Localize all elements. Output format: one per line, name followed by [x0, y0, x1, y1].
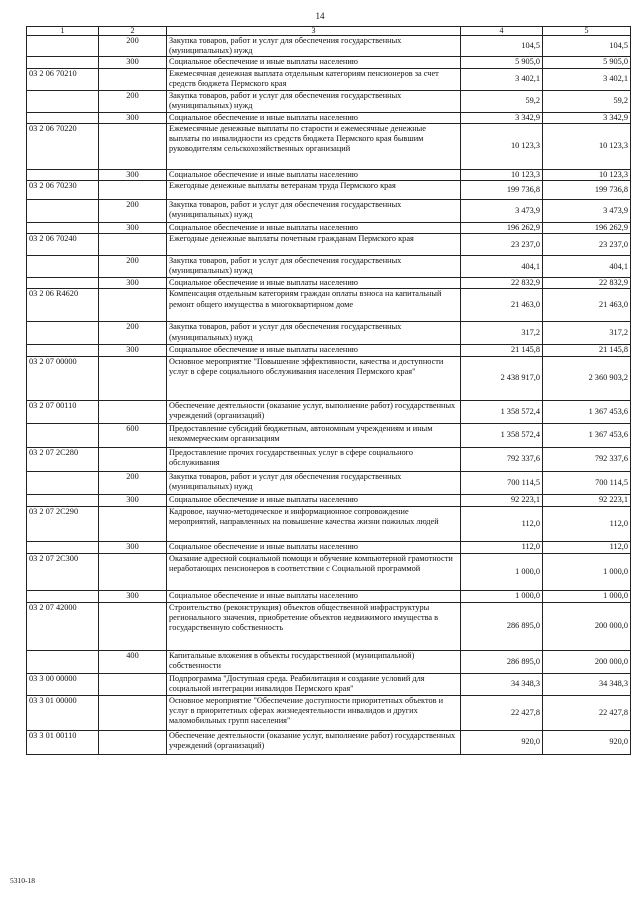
cell-name: Ежегодные денежные выплаты почетным гражданам Пермского края: [167, 234, 461, 256]
table-row: [27, 169, 631, 180]
cell-name: Социальное обеспечение и иные выплаты населению: [167, 223, 461, 234]
table-row: [27, 356, 631, 400]
cell-value-col5: 2 360 903,2: [543, 356, 631, 400]
cell-expense-type: [99, 356, 167, 400]
cell-code: 03 2 06 70240: [27, 234, 99, 256]
cell-code: [27, 322, 99, 345]
cell-name: Основное мероприятие "Обеспечение доступности приоритетных объектов и услуг в приоритетных сферах жизнедеятельности инвалидов и других маломобильных групп населения": [167, 695, 461, 730]
header-col-3: 3: [167, 27, 461, 36]
cell-value-col5: 21 463,0: [543, 289, 631, 322]
table-row: [27, 289, 631, 322]
cell-value-col5: 1 000,0: [543, 553, 631, 590]
cell-expense-type: [99, 181, 167, 200]
cell-name: Закупка товаров, работ и услуг для обеспечения государственных (муниципальных) нужд: [167, 36, 461, 57]
cell-expense-type: 300: [99, 541, 167, 553]
cell-code: [27, 256, 99, 278]
cell-name: Социальное обеспечение и иные выплаты населению: [167, 345, 461, 356]
cell-value-col5: 10 123,3: [543, 123, 631, 169]
cell-name: Закупка товаров, работ и услуг для обеспечения государственных (муниципальных) нужд: [167, 322, 461, 345]
header-col-4: 4: [461, 27, 543, 36]
cell-name: Социальное обеспечение и иные выплаты населению: [167, 494, 461, 506]
cell-code: [27, 36, 99, 57]
cell-value-col5: 112,0: [543, 506, 631, 541]
cell-value-col4: 1 000,0: [461, 553, 543, 590]
cell-name: Социальное обеспечение и иные выплаты населению: [167, 169, 461, 180]
cell-expense-type: [99, 123, 167, 169]
cell-expense-type: 300: [99, 169, 167, 180]
cell-value-col5: 92 223,1: [543, 494, 631, 506]
cell-code: [27, 471, 99, 494]
cell-name: Предоставление субсидий бюджетным, автономным учреждениям и иным некоммерческим организациям: [167, 423, 461, 447]
cell-value-col4: 34 348,3: [461, 673, 543, 695]
cell-value-col5: 21 145,8: [543, 345, 631, 356]
cell-expense-type: 300: [99, 590, 167, 602]
cell-name: Социальное обеспечение и иные выплаты населению: [167, 541, 461, 553]
cell-value-col4: 104,5: [461, 36, 543, 57]
cell-value-col5: 5 905,0: [543, 57, 631, 68]
cell-expense-type: [99, 400, 167, 423]
cell-value-col5: 317,2: [543, 322, 631, 345]
cell-expense-type: 600: [99, 423, 167, 447]
table-row: [27, 494, 631, 506]
cell-value-col4: 21 145,8: [461, 345, 543, 356]
cell-code: 03 2 07 42000: [27, 602, 99, 650]
cell-value-col4: 404,1: [461, 256, 543, 278]
cell-expense-type: [99, 506, 167, 541]
table-row: [27, 181, 631, 200]
cell-value-col4: 1 358 572,4: [461, 400, 543, 423]
cell-code: [27, 590, 99, 602]
cell-expense-type: [99, 234, 167, 256]
cell-code: 03 2 07 00110: [27, 400, 99, 423]
cell-code: [27, 345, 99, 356]
cell-name: Ежегодные денежные выплаты ветеранам труда Пермского края: [167, 181, 461, 200]
cell-code: [27, 57, 99, 68]
cell-code: [27, 494, 99, 506]
cell-expense-type: [99, 289, 167, 322]
cell-value-col4: 22 832,9: [461, 278, 543, 289]
cell-expense-type: 300: [99, 278, 167, 289]
cell-code: 03 2 06 70210: [27, 68, 99, 90]
cell-value-col4: 22 427,8: [461, 695, 543, 730]
cell-code: 03 3 01 00110: [27, 730, 99, 754]
cell-name: Социальное обеспечение и иные выплаты населению: [167, 278, 461, 289]
table-row: [27, 68, 631, 90]
cell-expense-type: 300: [99, 223, 167, 234]
cell-expense-type: 200: [99, 256, 167, 278]
cell-expense-type: 300: [99, 112, 167, 123]
cell-expense-type: 200: [99, 322, 167, 345]
cell-name: Оказание адресной социальной помощи и обучение компьютерной грамотности неработающих пенсионеров в соответствии с Социальной программой: [167, 553, 461, 590]
cell-name: Социальное обеспечение и иные выплаты населению: [167, 57, 461, 68]
cell-expense-type: [99, 553, 167, 590]
cell-value-col5: 200 000,0: [543, 650, 631, 673]
cell-code: 03 2 06 70230: [27, 181, 99, 200]
cell-name: Закупка товаров, работ и услуг для обеспечения государственных (муниципальных) нужд: [167, 90, 461, 112]
table-row: [27, 322, 631, 345]
cell-value-col4: 5 905,0: [461, 57, 543, 68]
cell-value-col4: 286 895,0: [461, 602, 543, 650]
table-row: [27, 123, 631, 169]
table-row: [27, 590, 631, 602]
cell-value-col4: 317,2: [461, 322, 543, 345]
cell-value-col5: 34 348,3: [543, 673, 631, 695]
cell-value-col5: 104,5: [543, 36, 631, 57]
cell-expense-type: [99, 695, 167, 730]
cell-value-col5: 920,0: [543, 730, 631, 754]
cell-code: [27, 541, 99, 553]
cell-name: Строительство (реконструкция) объектов общественной инфраструктуры регионального значения, приобретение объектов недвижимого имущества в государственную собственность: [167, 602, 461, 650]
cell-value-col4: 23 237,0: [461, 234, 543, 256]
cell-code: 03 2 07 2С300: [27, 553, 99, 590]
cell-value-col4: 3 342,9: [461, 112, 543, 123]
table-row: [27, 650, 631, 673]
cell-code: [27, 278, 99, 289]
header-col-1: 1: [27, 27, 99, 36]
cell-name: Основное мероприятие "Повышение эффективности, качества и доступности услуг в сфере социального обслуживания населения Пермского края": [167, 356, 461, 400]
cell-value-col4: 1 358 572,4: [461, 423, 543, 447]
table-row: [27, 471, 631, 494]
cell-value-col4: 2 438 917,0: [461, 356, 543, 400]
cell-value-col5: 1 367 453,6: [543, 400, 631, 423]
cell-code: [27, 200, 99, 223]
cell-value-col4: 286 895,0: [461, 650, 543, 673]
cell-value-col4: 112,0: [461, 541, 543, 553]
cell-code: [27, 90, 99, 112]
cell-value-col4: 196 262,9: [461, 223, 543, 234]
cell-name: Социальное обеспечение и иные выплаты населению: [167, 112, 461, 123]
cell-value-col5: 200 000,0: [543, 602, 631, 650]
cell-value-col5: 112,0: [543, 541, 631, 553]
cell-expense-type: 200: [99, 36, 167, 57]
cell-value-col4: 10 123,3: [461, 169, 543, 180]
cell-value-col5: 22 427,8: [543, 695, 631, 730]
cell-code: [27, 423, 99, 447]
cell-value-col4: 3 402,1: [461, 68, 543, 90]
cell-expense-type: [99, 730, 167, 754]
cell-value-col5: 10 123,3: [543, 169, 631, 180]
cell-value-col5: 199 736,8: [543, 181, 631, 200]
table-row: [27, 234, 631, 256]
cell-code: 03 2 06 70220: [27, 123, 99, 169]
cell-expense-type: 200: [99, 471, 167, 494]
cell-expense-type: 300: [99, 494, 167, 506]
cell-value-col4: 1 000,0: [461, 590, 543, 602]
table-row: [27, 256, 631, 278]
cell-name: Ежемесячная денежная выплата отдельным категориям пенсионеров за счет средств бюджета Пермского края: [167, 68, 461, 90]
cell-value-col5: 23 237,0: [543, 234, 631, 256]
cell-code: 03 2 07 2С280: [27, 447, 99, 471]
table-row: [27, 730, 631, 754]
cell-expense-type: 400: [99, 650, 167, 673]
cell-code: 03 3 00 00000: [27, 673, 99, 695]
cell-expense-type: [99, 673, 167, 695]
cell-value-col4: 199 736,8: [461, 181, 543, 200]
cell-value-col5: 1 367 453,6: [543, 423, 631, 447]
cell-code: 03 3 01 00000: [27, 695, 99, 730]
cell-code: [27, 650, 99, 673]
table-row: [27, 673, 631, 695]
cell-expense-type: 300: [99, 57, 167, 68]
cell-value-col5: 3 342,9: [543, 112, 631, 123]
budget-table: [26, 26, 631, 755]
cell-expense-type: [99, 602, 167, 650]
table-row: [27, 506, 631, 541]
cell-code: 03 2 07 00000: [27, 356, 99, 400]
cell-expense-type: 200: [99, 200, 167, 223]
cell-value-col5: 404,1: [543, 256, 631, 278]
cell-name: Социальное обеспечение и иные выплаты населению: [167, 590, 461, 602]
header-row: [27, 27, 631, 36]
table-row: [27, 278, 631, 289]
cell-value-col5: 1 000,0: [543, 590, 631, 602]
table-row: [27, 57, 631, 68]
cell-value-col4: 112,0: [461, 506, 543, 541]
cell-name: Закупка товаров, работ и услуг для обеспечения государственных (муниципальных) нужд: [167, 471, 461, 494]
cell-value-col4: 21 463,0: [461, 289, 543, 322]
cell-name: Обеспечение деятельности (оказание услуг, выполнение работ) государственных учреждений (организаций): [167, 400, 461, 423]
cell-value-col4: 920,0: [461, 730, 543, 754]
table-row: [27, 400, 631, 423]
cell-name: Кадровое, научно-методическое и информационное сопровождение мероприятий, направленных на повышение качества жизни пожилых людей: [167, 506, 461, 541]
cell-value-col5: 700 114,5: [543, 471, 631, 494]
cell-value-col4: 3 473,9: [461, 200, 543, 223]
table-body: [27, 27, 631, 755]
cell-value-col5: 792 337,6: [543, 447, 631, 471]
cell-expense-type: [99, 447, 167, 471]
cell-code: 03 2 07 2С290: [27, 506, 99, 541]
cell-expense-type: 300: [99, 345, 167, 356]
table-row: [27, 553, 631, 590]
table-row: [27, 200, 631, 223]
cell-code: 03 2 06 R4620: [27, 289, 99, 322]
table-row: [27, 90, 631, 112]
cell-name: Подпрограмма "Доступная среда. Реабилитация и создание условий для социальной интеграции инвалидов Пермского края": [167, 673, 461, 695]
table-row: [27, 345, 631, 356]
cell-value-col4: 59,2: [461, 90, 543, 112]
table-row: [27, 602, 631, 650]
cell-value-col4: 92 223,1: [461, 494, 543, 506]
cell-name: Компенсация отдельным категориям граждан оплаты взноса на капитальный ремонт общего имущества в многоквартирном доме: [167, 289, 461, 322]
cell-name: Закупка товаров, работ и услуг для обеспечения государственных (муниципальных) нужд: [167, 200, 461, 223]
cell-code: [27, 223, 99, 234]
cell-value-col4: 700 114,5: [461, 471, 543, 494]
table-row: [27, 541, 631, 553]
table-row: [27, 423, 631, 447]
cell-name: Предоставление прочих государственных услуг в сфере социального обслуживания: [167, 447, 461, 471]
cell-name: Закупка товаров, работ и услуг для обеспечения государственных (муниципальных) нужд: [167, 256, 461, 278]
cell-name: Капитальные вложения в объекты государственной (муниципальной) собственности: [167, 650, 461, 673]
cell-expense-type: [99, 68, 167, 90]
header-col-5: 5: [543, 27, 631, 36]
table-row: [27, 223, 631, 234]
table-row: [27, 695, 631, 730]
cell-name: Ежемесячные денежные выплаты по старости и ежемесячные денежные выплаты по инвалидности из средств бюджета Пермского края бывшим руководителям сельскохозяйственных организаций: [167, 123, 461, 169]
cell-value-col5: 196 262,9: [543, 223, 631, 234]
cell-value-col5: 3 473,9: [543, 200, 631, 223]
table-row: [27, 112, 631, 123]
cell-value-col5: 3 402,1: [543, 68, 631, 90]
table-row: [27, 36, 631, 57]
cell-expense-type: 200: [99, 90, 167, 112]
cell-value-col5: 22 832,9: [543, 278, 631, 289]
cell-code: [27, 169, 99, 180]
header-col-2: 2: [99, 27, 167, 36]
page-number: 14: [315, 11, 325, 21]
cell-code: [27, 112, 99, 123]
cell-value-col4: 10 123,3: [461, 123, 543, 169]
cell-value-col4: 792 337,6: [461, 447, 543, 471]
cell-value-col5: 59,2: [543, 90, 631, 112]
table-row: [27, 447, 631, 471]
footer-code: 5310-18: [10, 876, 35, 885]
cell-name: Обеспечение деятельности (оказание услуг, выполнение работ) государственных учреждений (организаций): [167, 730, 461, 754]
